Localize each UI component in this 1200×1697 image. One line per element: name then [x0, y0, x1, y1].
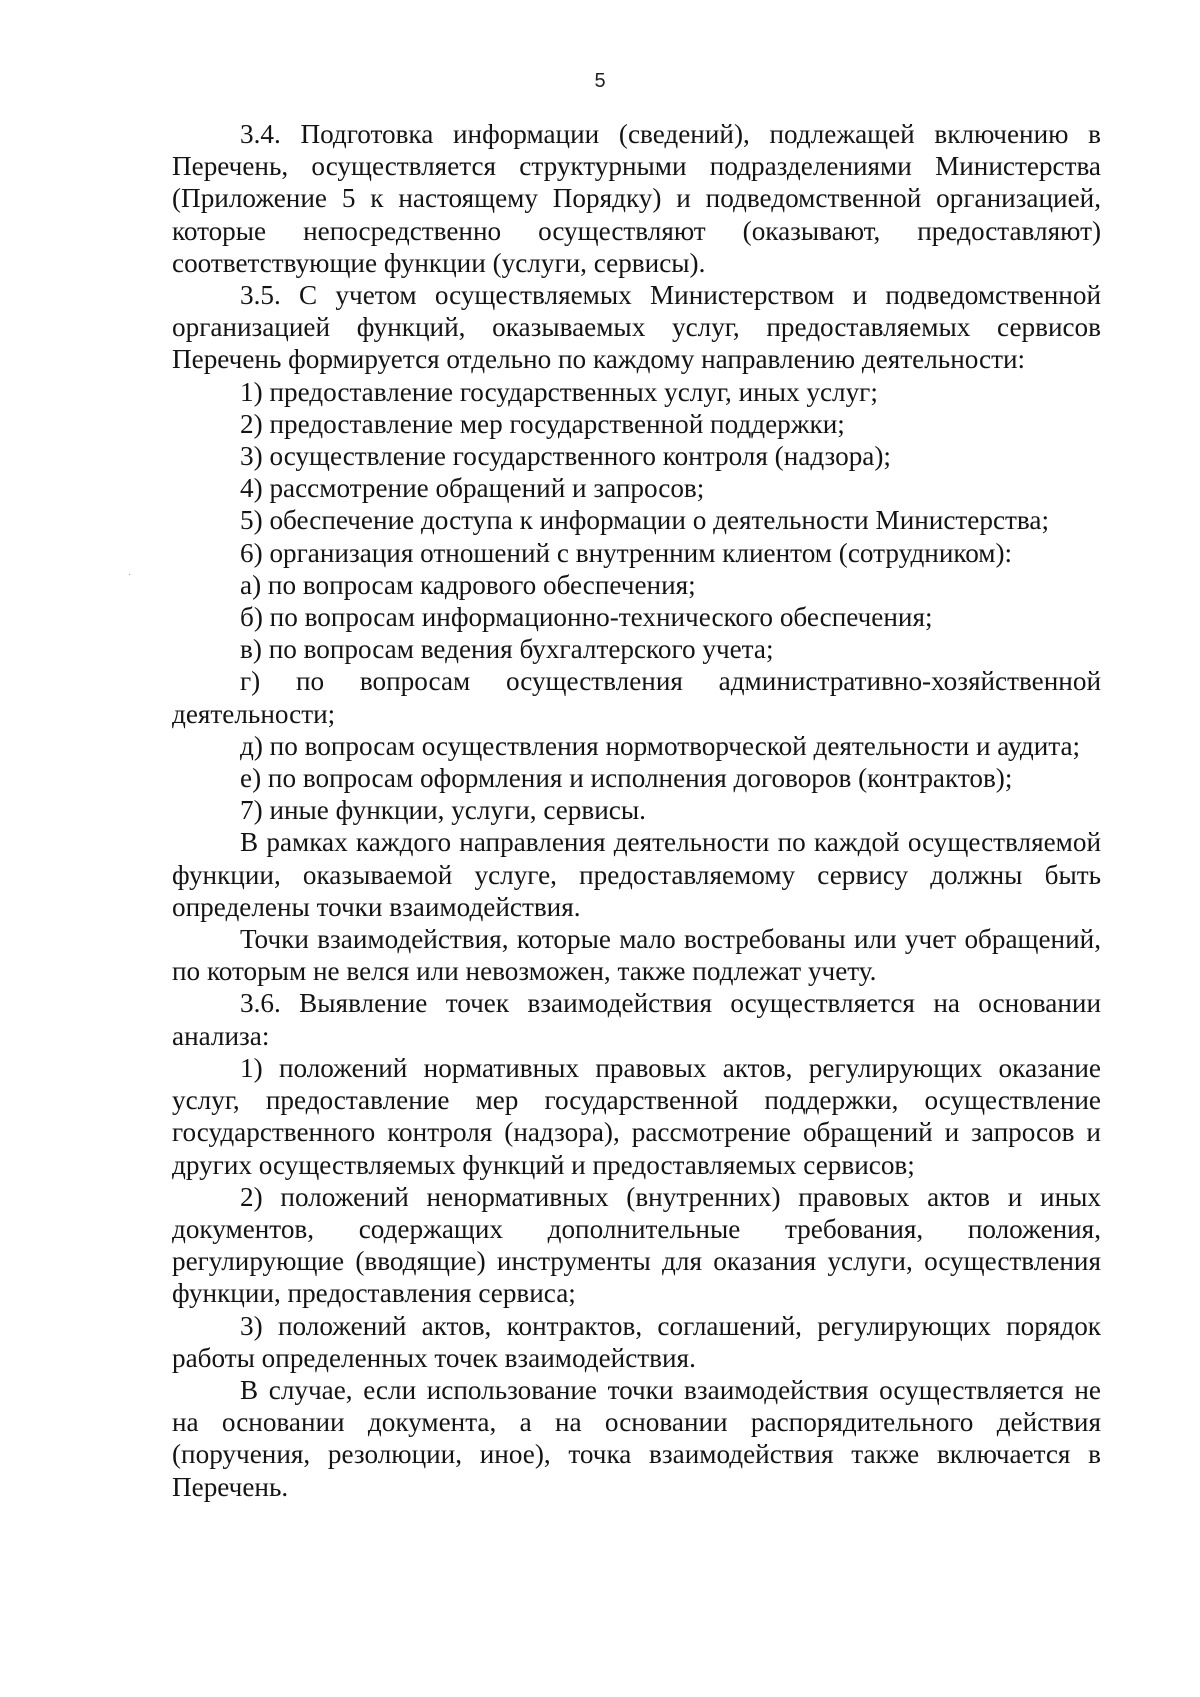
- sublist-item-e: е) по вопросам оформления и исполнения договоров (контрактов);: [240, 763, 1013, 794]
- list-item-7: 7) иные функции, услуги, сервисы.: [240, 795, 646, 826]
- paragraph-3-5: 3.5. С учетом осуществляемых Министерством и подведомственной организацией функций, оказываемых услуг, предоставляемых сервисов Перечень формируется отдельно по каждому направлению деятельности:: [172, 280, 1101, 375]
- list-item-3: 3) осуществление государственного контроля (надзора);: [240, 441, 891, 472]
- sublist-item-g: г) по вопросам осуществления административно-хозяйственной деятельности;: [172, 666, 1101, 729]
- sublist-item-a: а) по вопросам кадрового обеспечения;: [240, 569, 696, 600]
- list-item-6: 6) организация отношений с внутренним клиентом (сотрудником):: [240, 537, 1013, 568]
- list-item-2: 2) предоставление мер государственной поддержки;: [240, 408, 845, 439]
- paragraph-3-6: 3.6. Выявление точек взаимодействия осуществляется на основании анализа:: [172, 988, 1101, 1051]
- paragraph-closing: В случае, если использование точки взаимодействия осуществляется не на основании документа, а на основании распорядительного действия (поручения, резолюции, иное), точка взаимодействия также включается в Перечень.: [172, 1374, 1101, 1502]
- sublist-item-v: в) по вопросам ведения бухгалтерского учета;: [240, 634, 774, 665]
- paragraph-3-4: 3.4. Подготовка информации (сведений), подлежащей включению в Перечень, осуществляется структурными подразделениями Министерства (Приложение 5 к настоящему Порядку) и подведомственной организацией, которые непосредственно осуществляют (оказывают, предоставляют) соответствующие функции (услуги, сервисы).: [172, 119, 1101, 278]
- list-item-5: 5) обеспечение доступа к информации о деятельности Министерства;: [240, 505, 1050, 536]
- paragraph-touchpoints-definition: В рамках каждого направления деятельности по каждой осуществляемой функции, оказываемой услуге, предоставляемому сервису должны быть определены точки взаимодействия.: [172, 827, 1101, 922]
- sublist-item-d: д) по вопросам осуществления нормотворческой деятельности и аудита;: [240, 730, 1081, 761]
- list-item-4: 4) рассмотрение обращений и запросов;: [240, 473, 705, 504]
- analysis-item-2: 2) положений ненормативных (внутренних) правовых актов и иных документов, содержащих дополнительные требования, положения, регулирующие (вводящие) инструменты для оказания услуги, осуществления функции, предоставления сервиса;: [172, 1181, 1101, 1309]
- document-body: [172, 118, 1101, 1503]
- list-item-1: 1) предоставление государственных услуг, иных услуг;: [240, 376, 878, 407]
- page-number: 5: [594, 70, 606, 92]
- analysis-item-3: 3) положений актов, контрактов, соглашений, регулирующих порядок работы определенных точек взаимодействия.: [172, 1310, 1101, 1373]
- analysis-item-1: 1) положений нормативных правовых актов, регулирующих оказание услуг, предоставление мер государственной поддержки, осуществление государственного контроля (надзора), рассмотрение обращений и запросов и других осуществляемых функций и предоставляемых сервисов;: [172, 1052, 1101, 1180]
- sublist-item-b: б) по вопросам информационно-технического обеспечения;: [240, 602, 933, 633]
- paragraph-touchpoints-accounting: Точки взаимодействия, которые мало востребованы или учет обращений, по которым не велся или невозможен, также подлежат учету.: [172, 924, 1101, 987]
- scan-speck: ·: [128, 570, 132, 581]
